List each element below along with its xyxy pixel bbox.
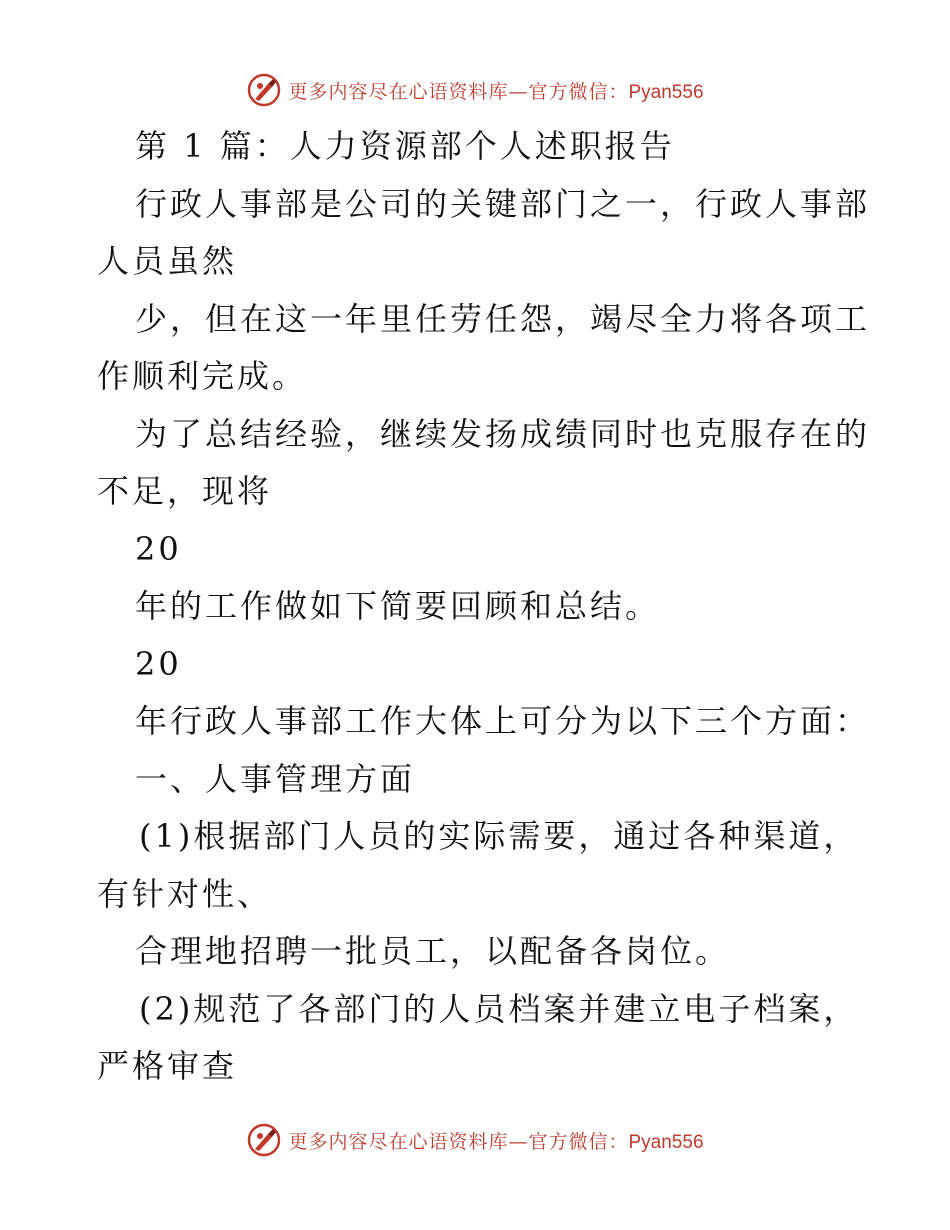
document-body: [97, 118, 871, 1096]
list-item-line: (2)规范了各部门的人员档案并建立电子档案，: [139, 989, 859, 1028]
section-heading: 一、人事管理方面: [135, 759, 416, 798]
pen-logo-icon: [246, 1122, 282, 1158]
watermark-wechat-id: Pyan556: [628, 81, 704, 103]
list-item-line: (1)根据部门人员的实际需要，通过各种渠道，: [139, 817, 859, 855]
list-item-line: 严格审查: [97, 1047, 238, 1085]
paragraph-line: 年行政人事部工作大体上可分为以下三个方面：: [135, 702, 871, 740]
watermark-wechat-id: Pyan556: [628, 1131, 704, 1153]
watermark-footer: [0, 1120, 950, 1160]
watermark-text: 更多内容尽在心语资料库—官方微信：Pyan556: [288, 80, 704, 103]
document-title: 第 1 篇：人力资源部个人述职报告: [135, 127, 675, 165]
paragraph-line: 年的工作做如下简要回顾和总结。: [135, 587, 661, 625]
paragraph-line: 不足，现将: [97, 472, 273, 510]
pen-logo-icon: [246, 72, 282, 108]
paragraph-line: 20: [135, 644, 182, 683]
paragraph-line: 作顺利完成。: [97, 357, 308, 395]
watermark-text: 更多内容尽在心语资料库—官方微信：Pyan556: [288, 1130, 704, 1153]
paragraph-line: 少，但在这一年里任劳任怨，竭尽全力将各项工: [135, 299, 871, 338]
list-item-line: 有针对性、: [97, 874, 273, 913]
paragraph-line: 20: [135, 529, 182, 568]
paragraph-line: 行政人事部是公司的关键部门之一，行政人事部: [135, 184, 871, 223]
watermark-header: [0, 70, 950, 110]
paragraph-line: 为了总结经验，继续发扬成绩同时也克服存在的: [135, 414, 871, 453]
list-item-line: 合理地招聘一批员工，以配备各岗位。: [135, 932, 731, 970]
paragraph-line: 人员虽然: [97, 242, 238, 280]
